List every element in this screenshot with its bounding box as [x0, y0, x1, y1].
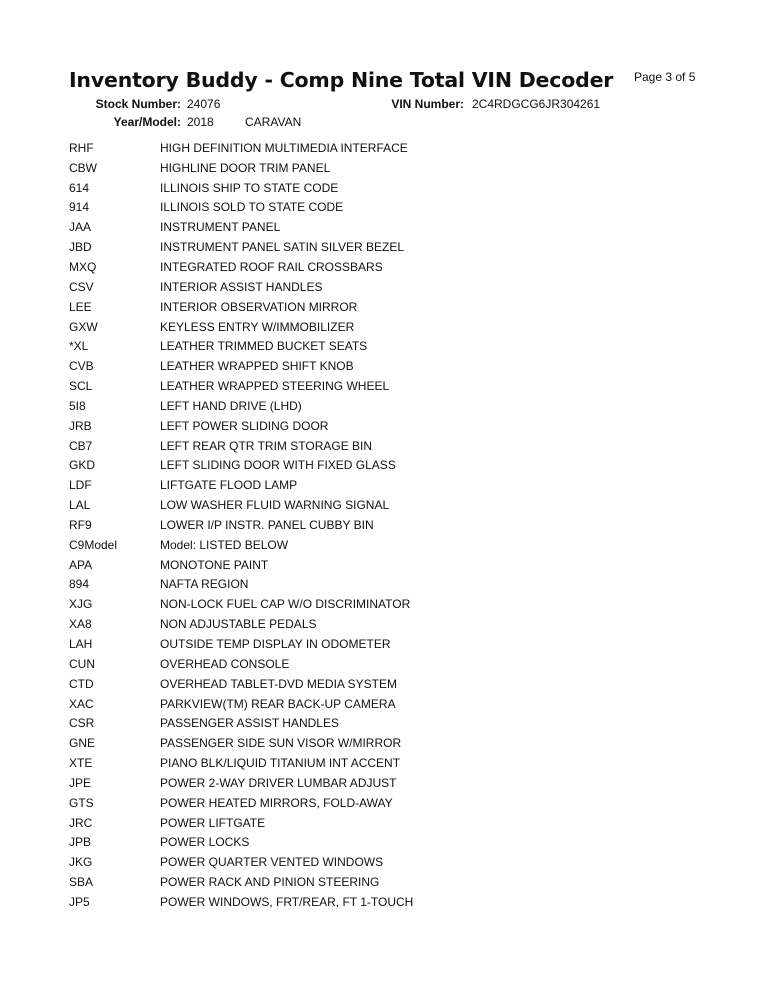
option-description: INTERIOR ASSIST HANDLES: [160, 279, 323, 294]
option-description: POWER RACK AND PINION STEERING: [160, 875, 380, 890]
option-row: [69, 634, 729, 654]
option-row: [69, 833, 729, 853]
option-code: LAH: [69, 637, 93, 652]
vin-number-value: 2C4RDGCG6JR304261: [472, 97, 601, 111]
option-row: [69, 416, 729, 436]
option-description: INSTRUMENT PANEL: [160, 220, 281, 235]
option-row: [69, 852, 729, 872]
option-row: [69, 575, 729, 595]
option-row: [69, 297, 729, 317]
option-description: HIGHLINE DOOR TRIM PANEL: [160, 160, 331, 175]
option-row: [69, 456, 729, 476]
option-code: LAL: [69, 498, 91, 513]
option-row: [69, 694, 729, 714]
option-code: XTE: [69, 756, 93, 771]
option-description: LEFT HAND DRIVE (LHD): [160, 398, 302, 413]
option-code: RF9: [69, 517, 92, 532]
option-code: *XL: [69, 339, 89, 354]
option-code: GNE: [69, 736, 96, 751]
option-row: [69, 594, 729, 614]
option-code: CTD: [69, 676, 94, 691]
option-code: JKG: [69, 855, 93, 870]
option-description: POWER QUARTER VENTED WINDOWS: [160, 855, 384, 870]
option-description: LOWER I/P INSTR. PANEL CUBBY BIN: [160, 517, 374, 532]
option-code: CSR: [69, 716, 95, 731]
option-code: CSV: [69, 279, 94, 294]
option-code: JRC: [69, 815, 93, 830]
option-description: LEATHER WRAPPED SHIFT KNOB: [160, 359, 354, 374]
option-row: [69, 555, 729, 575]
option-description: PASSENGER ASSIST HANDLES: [160, 716, 339, 731]
option-code: 614: [69, 180, 90, 195]
option-row: [69, 733, 729, 753]
option-code: C9Model: [69, 537, 118, 552]
option-description: LEATHER TRIMMED BUCKET SEATS: [160, 339, 368, 354]
option-description: NON ADJUSTABLE PEDALS: [160, 617, 317, 632]
stock-number-value: 24076: [187, 97, 221, 111]
option-code: MXQ: [69, 259, 97, 274]
option-row: [69, 495, 729, 515]
option-row: [69, 237, 729, 257]
option-code: 5I8: [69, 398, 86, 413]
option-row: [69, 535, 729, 555]
option-code: JPB: [69, 835, 92, 850]
option-description: LEATHER WRAPPED STEERING WHEEL: [160, 379, 390, 394]
option-description: LOW WASHER FLUID WARNING SIGNAL: [160, 498, 390, 513]
model-value: CARAVAN: [245, 115, 302, 129]
option-code-list: [69, 138, 729, 912]
year-model-label: Year/Model:: [113, 115, 181, 129]
page-title: Inventory Buddy - Comp Nine Total VIN Decoder: [69, 68, 614, 92]
option-row: [69, 872, 729, 892]
option-description: POWER 2-WAY DRIVER LUMBAR ADJUST: [160, 775, 397, 790]
option-row: [69, 217, 729, 237]
option-row: [69, 614, 729, 634]
option-code: LDF: [69, 478, 92, 493]
option-row: [69, 376, 729, 396]
option-description: INSTRUMENT PANEL SATIN SILVER BEZEL: [160, 240, 405, 255]
option-row: [69, 654, 729, 674]
option-description: LEFT SLIDING DOOR WITH FIXED GLASS: [160, 458, 396, 473]
option-row: [69, 753, 729, 773]
option-row: [69, 336, 729, 356]
option-code: JBD: [69, 240, 92, 255]
option-code: GTS: [69, 795, 94, 810]
vin-number-label: VIN Number:: [391, 97, 464, 111]
option-description: POWER HEATED MIRRORS, FOLD-AWAY: [160, 795, 393, 810]
option-code: CB7: [69, 438, 93, 453]
option-row: [69, 813, 729, 833]
option-description: PARKVIEW(TM) REAR BACK-UP CAMERA: [160, 696, 396, 711]
year-value: 2018: [187, 115, 214, 129]
option-description: OVERHEAD TABLET-DVD MEDIA SYSTEM: [160, 676, 397, 691]
option-row: [69, 396, 729, 416]
option-code: CBW: [69, 160, 97, 175]
option-code: JPE: [69, 775, 92, 790]
option-code: SBA: [69, 875, 94, 890]
option-description: ILLINOIS SHIP TO STATE CODE: [160, 180, 339, 195]
option-row: [69, 277, 729, 297]
option-code: JRB: [69, 418, 92, 433]
option-code: CUN: [69, 656, 95, 671]
stock-number-label: Stock Number:: [95, 97, 181, 111]
option-code: GKD: [69, 458, 96, 473]
option-row: [69, 158, 729, 178]
option-row: [69, 515, 729, 535]
option-description: OUTSIDE TEMP DISPLAY IN ODOMETER: [160, 637, 391, 652]
option-code: GXW: [69, 319, 98, 334]
option-description: INTERIOR OBSERVATION MIRROR: [160, 299, 358, 314]
option-row: [69, 198, 729, 218]
option-row: [69, 713, 729, 733]
option-description: KEYLESS ENTRY W/IMMOBILIZER: [160, 319, 355, 334]
option-row: [69, 793, 729, 813]
option-description: NON-LOCK FUEL CAP W/O DISCRIMINATOR: [160, 597, 411, 612]
option-row: [69, 178, 729, 198]
option-description: LEFT REAR QTR TRIM STORAGE BIN: [160, 438, 373, 453]
option-row: [69, 674, 729, 694]
option-row: [69, 138, 729, 158]
option-row: [69, 475, 729, 495]
option-description: LIFTGATE FLOOD LAMP: [160, 478, 298, 493]
option-description: PIANO BLK/LIQUID TITANIUM INT ACCENT: [160, 756, 401, 771]
option-row: [69, 257, 729, 277]
option-description: HIGH DEFINITION MULTIMEDIA INTERFACE: [160, 140, 408, 155]
option-code: 914: [69, 200, 90, 215]
option-description: POWER LIFTGATE: [160, 815, 266, 830]
page-number: Page 3 of 5: [634, 70, 696, 84]
option-description: LEFT POWER SLIDING DOOR: [160, 418, 329, 433]
option-description: PASSENGER SIDE SUN VISOR W/MIRROR: [160, 736, 402, 751]
option-code: XAC: [69, 696, 94, 711]
option-description: NAFTA REGION: [160, 577, 249, 592]
option-description: OVERHEAD CONSOLE: [160, 656, 290, 671]
option-description: Model: LISTED BELOW: [160, 537, 289, 552]
option-description: MONOTONE PAINT: [160, 557, 269, 572]
option-row: [69, 436, 729, 456]
option-row: [69, 317, 729, 337]
option-description: POWER WINDOWS, FRT/REAR, FT 1-TOUCH: [160, 894, 414, 909]
option-description: ILLINOIS SOLD TO STATE CODE: [160, 200, 344, 215]
option-code: LEE: [69, 299, 92, 314]
option-code: RHF: [69, 140, 94, 155]
option-code: 894: [69, 577, 90, 592]
option-code: CVB: [69, 359, 94, 374]
option-code: SCL: [69, 379, 93, 394]
option-code: XJG: [69, 597, 93, 612]
option-row: [69, 773, 729, 793]
option-code: XA8: [69, 617, 92, 632]
option-row: [69, 356, 729, 376]
option-row: [69, 892, 729, 912]
option-code: JP5: [69, 894, 90, 909]
option-description: INTEGRATED ROOF RAIL CROSSBARS: [160, 259, 383, 274]
option-code: JAA: [69, 220, 92, 235]
option-description: POWER LOCKS: [160, 835, 250, 850]
option-code: APA: [69, 557, 93, 572]
